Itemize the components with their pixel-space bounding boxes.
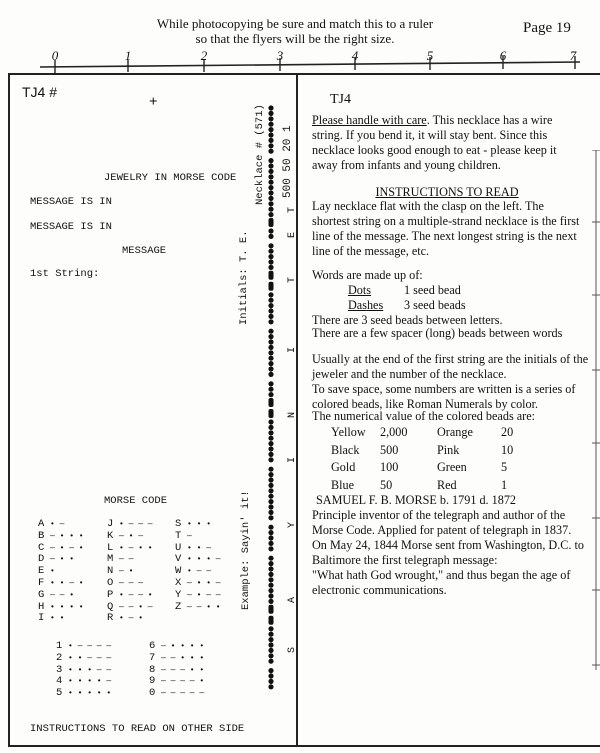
- morse-char: G: [38, 588, 45, 601]
- seed-bead: [268, 174, 273, 179]
- morse-char: D: [38, 553, 45, 566]
- center-divider: [296, 73, 298, 747]
- morse-code: — — — • •: [161, 665, 205, 675]
- seed-bead: [268, 419, 273, 424]
- between-words: There are a few spacer (long) beads between words: [312, 326, 563, 340]
- seed-bead: [268, 541, 273, 546]
- seed-bead: [268, 185, 273, 190]
- seed-bead: [268, 132, 273, 137]
- morse-row: [149, 653, 204, 664]
- seed-bead: [268, 648, 273, 653]
- morse-row: [107, 554, 133, 565]
- seed-bead: [268, 234, 273, 239]
- morse-code: —: [187, 531, 192, 541]
- bead-letter: Y: [287, 521, 298, 528]
- morse-row: [175, 519, 211, 530]
- morse-char: A: [38, 518, 45, 530]
- photocopy-note: [140, 16, 450, 46]
- photocopy-note-line1: While photocopying be sure and match this to a ruler: [156, 16, 434, 31]
- seed-bead: [268, 515, 273, 520]
- seed-bead: [268, 254, 273, 259]
- morse-char: B: [38, 529, 45, 542]
- seed-bead: [268, 372, 273, 377]
- morse-row: [175, 531, 192, 542]
- spacer-bead: [269, 409, 274, 418]
- morse-char: H: [38, 600, 45, 613]
- morse-row: [56, 653, 111, 664]
- morse-char: E: [38, 565, 45, 578]
- seed-bead: [268, 510, 273, 515]
- spacer-bead: [269, 398, 274, 407]
- numerical-text: The numerical value of the colored beads are:: [312, 409, 535, 423]
- morse-row: [56, 665, 111, 676]
- seed-bead: [268, 329, 273, 334]
- seed-bead: [268, 298, 273, 303]
- bead-value: 5: [501, 460, 508, 474]
- seed-bead: [268, 228, 273, 233]
- seed-bead: [268, 499, 273, 504]
- morse-row: [149, 641, 204, 652]
- seed-bead: [268, 356, 273, 361]
- ruler-label-7: 7: [569, 48, 577, 63]
- morse-char: L: [107, 541, 114, 554]
- seed-bead: [268, 190, 273, 195]
- dots-value: 1 seed bead: [404, 283, 461, 297]
- seed-bead: [268, 425, 273, 430]
- morse-char: F: [38, 577, 45, 589]
- spacer-bead: [269, 271, 274, 280]
- bead-color: Green: [437, 460, 467, 474]
- morse-char: 4: [56, 675, 63, 688]
- morse-row: [56, 676, 111, 687]
- bead-value: 10: [501, 442, 514, 457]
- morse-code: • — •: [119, 614, 144, 624]
- seed-bead: [268, 169, 273, 174]
- seed-bead: [268, 105, 273, 110]
- morse-code: • — —: [187, 567, 212, 577]
- morse-code: • — — —: [119, 520, 153, 529]
- bead-letter: E: [287, 231, 298, 238]
- seed-bead: [268, 452, 273, 457]
- seed-bead: [268, 430, 273, 435]
- seed-bead: [268, 243, 273, 248]
- morse-row: [107, 590, 153, 601]
- seed-bead: [268, 345, 273, 350]
- morse-code: — —: [119, 555, 134, 565]
- morse-char: C: [38, 541, 45, 554]
- seed-bead: [268, 577, 273, 582]
- seed-bead: [268, 588, 273, 593]
- seed-bead: [268, 488, 273, 493]
- page-number: Page 19: [523, 20, 571, 36]
- seed-bead: [268, 556, 273, 561]
- spacer-bead: [269, 605, 274, 614]
- morse-char: 7: [149, 651, 156, 664]
- morse-code: — • •: [50, 555, 75, 565]
- morse-code: • • • —: [187, 555, 221, 565]
- seed-bead: [268, 163, 273, 168]
- morse-code: — — •: [50, 590, 75, 600]
- seed-bead: [268, 303, 273, 308]
- seed-bead: [268, 679, 273, 684]
- care-text: . This necklace has a wire string. If you bend it, it will stay bent. Since this necklace looks good enough to eat - please keep it away from infants and young children.: [312, 113, 557, 172]
- seed-bead: [268, 361, 273, 366]
- morse-row: [56, 688, 111, 699]
- right-edge-marks: [582, 150, 600, 670]
- bead-value: 1: [501, 477, 508, 492]
- care-paragraph: [312, 113, 582, 173]
- seed-bead: [268, 668, 273, 673]
- morse-code: • — — •: [119, 590, 153, 600]
- bead-value-row: [331, 460, 531, 476]
- seed-bead: [268, 659, 273, 664]
- morse-row: [107, 543, 153, 554]
- morse-char: R: [107, 612, 114, 625]
- right-code: TJ4: [330, 92, 351, 107]
- seed-bead: [268, 314, 273, 319]
- morse-char: N: [107, 565, 114, 578]
- seed-bead: [268, 308, 273, 313]
- seed-bead: [268, 572, 273, 577]
- plus-mark: +: [149, 94, 158, 110]
- message-label: MESSAGE: [122, 245, 167, 257]
- bead-value: 50: [380, 477, 393, 492]
- morse-row: [107, 613, 143, 624]
- morse-row: [38, 543, 84, 554]
- morse-code: — — — — •: [161, 677, 205, 687]
- morse-row: [175, 554, 221, 565]
- morse-row: [107, 602, 153, 613]
- morse-code: — • — —: [187, 590, 221, 600]
- seed-bead: [268, 158, 273, 163]
- morse-code: • • •: [187, 520, 212, 529]
- spacer-bead: [269, 616, 274, 625]
- morse-row: [38, 613, 64, 624]
- morse-row: [38, 578, 84, 589]
- instructions-text: Lay necklace flat with the clasp on the left. The shortest string on a multiple-strand necklace is the first line of the message. The next longest string is the next line of the message, etc.: [312, 199, 580, 258]
- morse-row: [107, 531, 143, 542]
- morse-code: — — — — —: [161, 689, 205, 699]
- seed-bead: [268, 684, 273, 689]
- bead-letter: T: [287, 276, 298, 283]
- morse-char: O: [107, 577, 114, 589]
- morse-row: [175, 566, 211, 577]
- morse-char: M: [107, 553, 114, 566]
- bead-color: Pink: [437, 442, 460, 457]
- seed-bead: [268, 626, 273, 631]
- bead-value-row: [331, 443, 531, 459]
- bead-color: Gold: [331, 460, 356, 474]
- morse-char: 5: [56, 687, 63, 700]
- morse-row: [38, 519, 64, 530]
- morse-char: V: [175, 553, 182, 566]
- bead-letter: T: [287, 206, 298, 213]
- morse-char: 2: [56, 651, 63, 664]
- morse-row: [38, 566, 55, 577]
- message-is-in-1: MESSAGE IS IN: [30, 196, 112, 208]
- bead-color: Red: [437, 477, 457, 492]
- seed-bead: [268, 207, 273, 212]
- seed-bead: [268, 593, 273, 598]
- first-string-label: 1st String:: [30, 268, 100, 280]
- ruler-label-2: 2: [200, 48, 208, 63]
- morse-row: [175, 590, 221, 601]
- bead-values-label: 500 50 20 1: [282, 125, 294, 198]
- seed-bead: [268, 116, 273, 121]
- morse-code: • • — — —: [68, 653, 112, 663]
- ruler-label-6: 6: [499, 48, 507, 63]
- ruler-label-1: 1: [124, 48, 132, 63]
- morse-code: • •: [50, 614, 65, 624]
- seed-bead: [268, 477, 273, 482]
- seed-bead: [268, 111, 273, 116]
- example-label: Example: Sayin' it!: [240, 490, 252, 610]
- morse-code: — •: [119, 567, 134, 577]
- left-code: TJ4 #: [22, 84, 58, 100]
- care-heading: Please handle with care: [312, 113, 427, 127]
- morse-bio-quote: "What hath God wrought," and thus began the age of electronic communications.: [312, 568, 571, 597]
- morse-row: [175, 543, 211, 554]
- morse-row: [38, 590, 74, 601]
- morse-char: 9: [149, 675, 156, 688]
- morse-char: K: [107, 529, 114, 542]
- seed-bead: [268, 265, 273, 270]
- seed-bead: [268, 381, 273, 386]
- morse-char: I: [38, 612, 45, 625]
- morse-code: — — • —: [119, 602, 153, 612]
- morse-row: [38, 554, 74, 565]
- morse-code: — • • •: [50, 531, 84, 541]
- seed-bead: [268, 561, 273, 566]
- morse-char: J: [107, 518, 114, 530]
- seed-bead: [268, 201, 273, 206]
- morse-char: 0: [149, 687, 156, 700]
- spacer-bead: [269, 282, 274, 291]
- morse-char: 1: [56, 640, 63, 652]
- usually-text: Usually at the end of the first string are the initials of the jeweler and the number of the necklace.: [312, 352, 589, 381]
- morse-char: Q: [107, 600, 114, 613]
- message-is-in-2: MESSAGE IS IN: [30, 221, 112, 233]
- morse-row: [149, 676, 204, 687]
- morse-code: • • • • •: [68, 689, 112, 699]
- seed-bead: [268, 334, 273, 339]
- other-side-note: INSTRUCTIONS TO READ ON OTHER SIDE: [30, 723, 245, 735]
- morse-char: 6: [149, 640, 156, 652]
- seed-bead: [268, 122, 273, 127]
- seed-bead: [268, 441, 273, 446]
- bead-letter: I: [287, 346, 298, 353]
- bead-letter: S: [287, 646, 298, 653]
- seed-bead: [268, 196, 273, 201]
- dashes-value: 3 seed beads: [404, 298, 466, 312]
- seed-bead: [268, 350, 273, 355]
- seed-bead: [268, 180, 273, 185]
- seed-bead: [268, 483, 273, 488]
- morse-char: 3: [56, 663, 63, 676]
- bead-letter: N: [287, 411, 298, 418]
- morse-code: — • —: [119, 531, 144, 541]
- seed-bead: [268, 143, 273, 148]
- morse-char: U: [175, 541, 182, 554]
- morse-char: Z: [175, 600, 182, 613]
- seed-bead: [268, 387, 273, 392]
- bead-value: 20: [501, 425, 514, 439]
- morse-code: • • —: [187, 543, 212, 553]
- seed-bead: [268, 446, 273, 451]
- morse-title: MORSE CODE: [104, 495, 168, 507]
- seed-bead: [268, 259, 273, 264]
- morse-char: 8: [149, 663, 156, 676]
- morse-char: S: [175, 518, 182, 530]
- morse-code: • • • — —: [68, 665, 112, 675]
- seed-bead: [268, 583, 273, 588]
- ruler-label-5: 5: [426, 48, 434, 63]
- morse-row: [56, 641, 111, 652]
- seed-bead: [268, 504, 273, 509]
- dashes-label: Dashes: [348, 298, 384, 312]
- dashes-row: [348, 298, 600, 313]
- spacer-bead: [269, 218, 274, 227]
- morse-bio-name: SAMUEL F. B. MORSE b. 1791 d. 1872: [316, 493, 517, 507]
- morse-code: • — — — —: [68, 642, 112, 651]
- dots-row: [348, 283, 600, 298]
- instructions-title: INSTRUCTIONS TO READ: [375, 185, 519, 199]
- necklace-number-label: Necklace # (571): [254, 104, 266, 205]
- bead-letter: A: [287, 596, 298, 603]
- morse-code: — — —: [119, 579, 144, 588]
- save-space-text: To save space, some numbers are written is a series of colored beads, like Roman Numerals by color.: [312, 382, 576, 411]
- morse-code: • • — •: [50, 579, 84, 588]
- seed-bead: [268, 127, 273, 132]
- morse-code: — • — •: [50, 543, 84, 553]
- morse-char: P: [107, 588, 114, 601]
- morse-char: Y: [175, 588, 182, 601]
- bead-color: Black: [331, 442, 360, 457]
- bead-value: 500: [380, 442, 399, 457]
- morse-row: [175, 602, 221, 613]
- seed-bead: [268, 642, 273, 647]
- bead-color: Blue: [331, 477, 355, 492]
- seed-bead: [268, 525, 273, 530]
- words-made-of: Words are made up of:: [312, 268, 423, 282]
- bead-letter: I: [287, 456, 298, 463]
- seed-bead: [268, 436, 273, 441]
- morse-row: [149, 688, 204, 699]
- morse-code: • • • • —: [68, 677, 112, 687]
- morse-code: •: [50, 567, 55, 577]
- bead-value-row: [331, 478, 531, 494]
- seed-bead: [268, 457, 273, 462]
- morse-row: [38, 602, 84, 613]
- bead-value-table: [329, 423, 533, 495]
- seed-bead: [268, 637, 273, 642]
- morse-row: [107, 519, 153, 530]
- morse-code: • — • •: [119, 543, 153, 553]
- seed-bead: [268, 138, 273, 143]
- seed-bead: [268, 149, 273, 154]
- morse-bio-text: Principle inventor of the telegraph and author of the Morse Code. Applied for patent of telegraph in 1837. On May 24, 1844 Morse sent from Washington, D.C. to Baltimore the first telegraph message:: [312, 508, 584, 567]
- morse-code: • • • •: [50, 602, 84, 612]
- initials-label: Initials: T. E.: [238, 230, 250, 325]
- seed-bead: [268, 467, 273, 472]
- morse-row: [175, 578, 221, 589]
- seed-bead: [268, 392, 273, 397]
- seed-bead: [268, 494, 273, 499]
- morse-row: [107, 578, 143, 589]
- seed-bead: [268, 546, 273, 551]
- seed-bead: [268, 535, 273, 540]
- form-title: JEWELRY IN MORSE CODE: [104, 172, 237, 184]
- seed-bead: [268, 366, 273, 371]
- morse-row: [149, 665, 204, 676]
- seed-bead: [268, 319, 273, 324]
- seed-bead: [268, 249, 273, 254]
- bead-value-row: [331, 425, 531, 441]
- seed-bead: [268, 599, 273, 604]
- bead-value: 100: [380, 460, 399, 474]
- ruler-label-4: 4: [351, 48, 359, 63]
- morse-row: [38, 531, 84, 542]
- morse-char: X: [175, 577, 182, 589]
- seed-bead: [268, 292, 273, 297]
- bead-color: Yellow: [331, 425, 366, 439]
- ruler-label-3: 3: [276, 48, 284, 63]
- ruler-label-0: 0: [51, 48, 59, 63]
- dots-label: Dots: [348, 283, 372, 297]
- seed-bead: [268, 212, 273, 217]
- morse-code: — • • • •: [161, 642, 205, 651]
- bead-necklace-diagram: [256, 100, 296, 700]
- seed-bead: [268, 339, 273, 344]
- morse-code: — — • • •: [161, 653, 205, 663]
- seed-bead: [268, 566, 273, 571]
- morse-code: — • • —: [187, 579, 221, 588]
- seed-bead: [268, 472, 273, 477]
- bead-value: 2,000: [380, 425, 408, 439]
- seed-bead: [268, 530, 273, 535]
- seed-bead: [268, 632, 273, 637]
- morse-row: [107, 566, 133, 577]
- morse-char: W: [175, 565, 182, 578]
- seed-bead: [268, 673, 273, 678]
- bead-color: Orange: [437, 425, 473, 439]
- seed-bead: [268, 653, 273, 658]
- morse-code: • —: [50, 520, 65, 529]
- morse-char: T: [175, 529, 182, 542]
- morse-code: — — • •: [187, 602, 221, 612]
- between-letters: There are 3 seed beads between letters.: [312, 313, 503, 327]
- photocopy-note-line2: so that the flyers will be the right size.: [195, 31, 395, 46]
